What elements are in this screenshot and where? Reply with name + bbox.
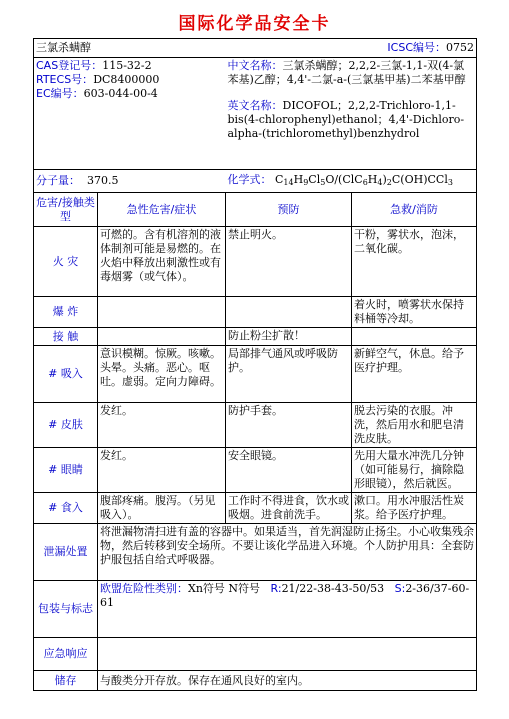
cn-name-label: 中文名称： (227, 59, 283, 72)
mw-cell (34, 170, 226, 193)
row-aid: 新鲜空气，休息。给予医疗护理。 (352, 346, 477, 403)
row-hazard: 可燃的。含有机溶剂的液体制剂可能是易燃的。在火焰中释放出刺激性或有毒烟雾（或气体）。 (98, 227, 226, 297)
row-aid: 干粉，雾状水，泡沫，二氧化碳。 (352, 227, 477, 297)
pack-eu-label: 欧盟危险性类别： (100, 582, 188, 595)
row-hazard: 发红。 (98, 448, 226, 493)
row-label: 接 触 (34, 328, 98, 346)
row-prevention: 防护手套。 (226, 403, 352, 448)
table-row (34, 328, 477, 346)
icsc-label: ICSC编号： (387, 41, 446, 54)
row-label: # 皮肤 (34, 403, 98, 448)
row-prevention: 禁止明火。 (226, 227, 352, 297)
names (226, 58, 477, 170)
ec-label: EC编号： (36, 87, 84, 100)
cas-value: 115-32-2 (102, 59, 152, 72)
row-aid (352, 328, 477, 346)
cas-label: CAS登记号： (36, 59, 103, 72)
spill-label: 泄漏处置 (34, 524, 98, 581)
table-row (34, 297, 477, 328)
table-row (34, 403, 477, 448)
row-hazard (98, 297, 226, 328)
row-prevention: 防止粉尘扩散！ (226, 328, 352, 346)
row-hazard (98, 328, 226, 346)
row-hazard: 发红。 (98, 403, 226, 448)
row-label: # 食入 (34, 493, 98, 524)
emergency-label: 应急响应 (34, 638, 98, 671)
row-label: 爆 炸 (34, 297, 98, 328)
pack-s-label: S: (394, 582, 406, 595)
storage-text: 与酸类分开存放。保存在通风良好的室内。 (98, 671, 477, 691)
table-row (34, 346, 477, 403)
header-prevention: 预防 (226, 193, 352, 227)
spill-text: 将泄漏物清扫进有盖的容器中。如果适当，首先润湿防止扬尘。小心收集残余物，然后转移到安全场所。不要让该化学品进入环境。个人防护用具：全套防护服包括自给式呼吸器。 (98, 524, 477, 581)
en-name-value: DICOFOL；2,2,2-Trichloro-1,1-bis(4-chlorophenyl)ethanol；4,4'-Dichloro-alpha-(trichloromethyl)benzhydrol (227, 99, 465, 140)
identifiers (34, 58, 226, 170)
rtecs-label: RTECS号： (36, 73, 94, 86)
pack-s-text: 2-36/37-60-61 (100, 582, 470, 609)
card-title: 国际化学品安全卡 (178, 14, 331, 34)
row-hazard: 腹部疼痛。腹泻。（另见吸入）。 (98, 493, 226, 524)
row-hazard: 意识模糊。惊厥。咳嗽。头晕。头痛。恶心。呕吐。虚弱。定向力障碍。 (98, 346, 226, 403)
card-table (33, 38, 477, 691)
cn-name-value: 三氯杀螨醇；2,2,2-三氯-1,1-双(4-氯苯基)乙醇；4,4'-二氯-a-(三氯基甲基)二苯基甲醇 (227, 59, 466, 86)
icsc-cell (226, 39, 477, 58)
mw-value: 370.5 (87, 174, 119, 187)
header-type: 危害/接触类型 (34, 193, 98, 227)
row-label: # 眼睛 (34, 448, 98, 493)
row-aid: 漱口。用水冲服活性炭浆。给予医疗护理。 (352, 493, 477, 524)
row-aid: 脱去污染的衣服。冲洗，然后用水和肥皂清洗皮肤。 (352, 403, 477, 448)
ec-value: 603-044-00-4 (83, 87, 158, 100)
safety-card (33, 38, 476, 691)
pack-r-text: 21/22-38-43-50/53 (281, 582, 385, 595)
pack-r-label: R: (270, 582, 282, 595)
header-hazard: 急性危害/症状 (98, 193, 226, 227)
row-label: 火 灾 (34, 227, 98, 297)
formula-cell (226, 170, 477, 193)
row-prevention: 局部排气通风或呼吸防护。 (226, 346, 352, 403)
mw-label: 分子量： (36, 174, 80, 187)
en-name-label: 英文名称： (227, 99, 283, 112)
row-aid: 先用大量水冲洗几分钟（如可能易行，摘除隐形眼镜），然后就医。 (352, 448, 477, 493)
chemical-name: 三氯杀螨醇 (34, 39, 226, 58)
formula: $C_{14}H_9Cl_5O/(ClC_6H_4)_2C(OH)CCl_3$ (275, 172, 453, 187)
pack-text (98, 581, 477, 638)
row-prevention: 工作时不得进食，饮水或吸烟。进食前洗手。 (226, 493, 352, 524)
storage-label: 储存 (34, 671, 98, 691)
icsc-number: 0752 (446, 41, 474, 54)
row-label: # 吸入 (34, 346, 98, 403)
header-aid: 急救/消防 (352, 193, 477, 227)
row-prevention: 安全眼镜。 (226, 448, 352, 493)
row-aid: 着火时，喷雾状水保持料桶等冷却。 (352, 297, 477, 328)
row-prevention (226, 297, 352, 328)
table-row (34, 493, 477, 524)
pack-eu-text: Xn符号 N符号 (188, 582, 261, 595)
table-row (34, 448, 477, 493)
pack-label: 包装与标志 (34, 581, 98, 638)
table-row (34, 227, 477, 297)
rtecs-value: DC8400000 (93, 73, 160, 86)
formula-label: 化学式： (227, 172, 272, 186)
emergency-text (98, 638, 477, 671)
